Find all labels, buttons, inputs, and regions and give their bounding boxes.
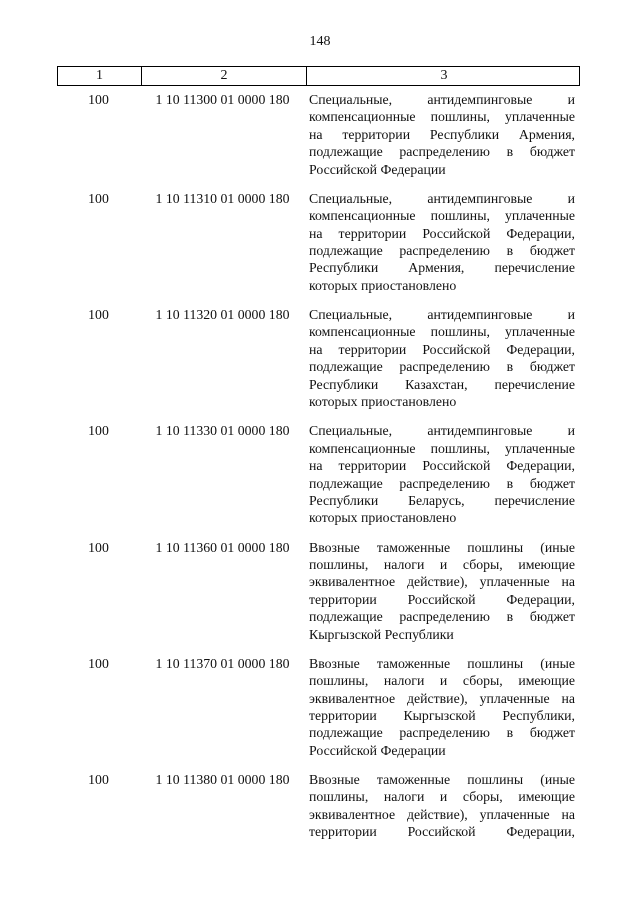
row-number-cell: 100 bbox=[88, 307, 109, 323]
description-line: эквивалентное действие), уплаченные на bbox=[309, 806, 575, 822]
description-line: подлежащие распределению в бюджет bbox=[309, 243, 575, 259]
description-line: подлежащие распределению в бюджет bbox=[309, 725, 575, 741]
description-line: которых приостановлено bbox=[309, 277, 457, 293]
page-number: 148 bbox=[309, 34, 331, 49]
description-cell bbox=[305, 539, 580, 643]
description-line: на территории Российской Федерации, bbox=[309, 341, 575, 357]
description-line: компенсационные пошлины, уплаченные bbox=[309, 208, 575, 224]
description-line: Республики Беларусь, перечисление bbox=[309, 492, 575, 508]
description-cell bbox=[305, 306, 580, 410]
budget-code-cell: 1 10 11330 01 0000 180 bbox=[155, 423, 290, 439]
table-row bbox=[57, 306, 580, 410]
description-line: Республики Армения, перечисление bbox=[309, 260, 575, 276]
budget-code-cell: 1 10 11300 01 0000 180 bbox=[155, 92, 290, 107]
description-cell bbox=[305, 190, 580, 294]
row-number-cell: 100 bbox=[88, 423, 109, 439]
description-line: Республики Казахстан, перечисление bbox=[309, 376, 575, 392]
description-line: территории Российской Федерации, bbox=[309, 824, 575, 840]
description-line: Специальные, антидемпинговые и bbox=[309, 190, 575, 206]
row-number-cell: 100 bbox=[88, 772, 109, 787]
description-cell bbox=[305, 422, 580, 526]
description-line: Российской Федерации bbox=[309, 161, 446, 177]
description-line: на территории Российской Федерации, bbox=[309, 458, 575, 474]
description-line: которых приостановлено bbox=[309, 510, 457, 526]
description-line: подлежащие распределению в бюджет bbox=[309, 144, 575, 160]
description-line: Ввозные таможенные пошлины (иные bbox=[309, 655, 575, 671]
description-line: Ввозные таможенные пошлины (иные bbox=[309, 539, 575, 555]
table-row bbox=[57, 91, 580, 178]
description-line: эквивалентное действие), уплаченные на bbox=[309, 574, 575, 590]
header-column-1: 1 bbox=[96, 68, 103, 83]
description-line: на территории Российской Федерации, bbox=[309, 225, 575, 241]
description-line: подлежащие распределению в бюджет bbox=[309, 475, 575, 491]
row-number-cell: 100 bbox=[88, 190, 109, 206]
description-line: на территории Республики Армения, bbox=[309, 126, 575, 142]
description-line: Специальные, антидемпинговые и bbox=[309, 92, 575, 107]
description-line: пошлины, налоги и сборы, имеющие bbox=[309, 673, 575, 689]
description-cell bbox=[305, 655, 580, 759]
description-line: компенсационные пошлины, уплаченные bbox=[309, 109, 575, 125]
header-column-3: 3 bbox=[306, 67, 581, 85]
description-line: компенсационные пошлины, уплаченные bbox=[309, 324, 575, 340]
budget-codes-table bbox=[57, 66, 580, 852]
budget-code-cell: 1 10 11380 01 0000 180 bbox=[155, 772, 290, 787]
description-line: компенсационные пошлины, уплаченные bbox=[309, 440, 575, 456]
description-line: территории Российской Федерации, bbox=[309, 591, 575, 607]
table-row bbox=[57, 655, 580, 759]
description-line: Ввозные таможенные пошлины (иные bbox=[309, 772, 575, 787]
description-cell bbox=[305, 771, 580, 841]
description-cell bbox=[305, 91, 580, 178]
description-line: Российской Федерации bbox=[309, 742, 446, 758]
row-number-cell: 100 bbox=[88, 539, 109, 555]
description-line: Специальные, антидемпинговые и bbox=[309, 423, 575, 439]
budget-code-cell: 1 10 11360 01 0000 180 bbox=[155, 539, 290, 555]
description-line: территории Кыргызской Республики, bbox=[309, 707, 575, 723]
table-row bbox=[57, 422, 580, 526]
description-line: эквивалентное действие), уплаченные на bbox=[309, 690, 575, 706]
table-row bbox=[57, 539, 580, 643]
table-row bbox=[57, 190, 580, 294]
description-line: пошлины, налоги и сборы, имеющие bbox=[309, 789, 575, 805]
budget-code-cell: 1 10 11320 01 0000 180 bbox=[155, 307, 290, 323]
description-line: подлежащие распределению в бюджет bbox=[309, 609, 575, 625]
budget-code-cell: 1 10 11310 01 0000 180 bbox=[155, 190, 290, 206]
description-line: пошлины, налоги и сборы, имеющие bbox=[309, 556, 575, 572]
header-column-2: 2 bbox=[141, 67, 306, 85]
description-line: Специальные, антидемпинговые и bbox=[309, 307, 575, 323]
table-body bbox=[57, 86, 580, 841]
description-line: которых приостановлено bbox=[309, 394, 457, 410]
table-row bbox=[57, 771, 580, 841]
description-line: подлежащие распределению в бюджет bbox=[309, 359, 575, 375]
row-number-cell: 100 bbox=[88, 92, 109, 107]
budget-code-cell: 1 10 11370 01 0000 180 bbox=[155, 655, 290, 671]
description-line: Кыргызской Республики bbox=[309, 626, 454, 642]
row-number-cell: 100 bbox=[88, 655, 109, 671]
table-header-row bbox=[57, 66, 580, 86]
